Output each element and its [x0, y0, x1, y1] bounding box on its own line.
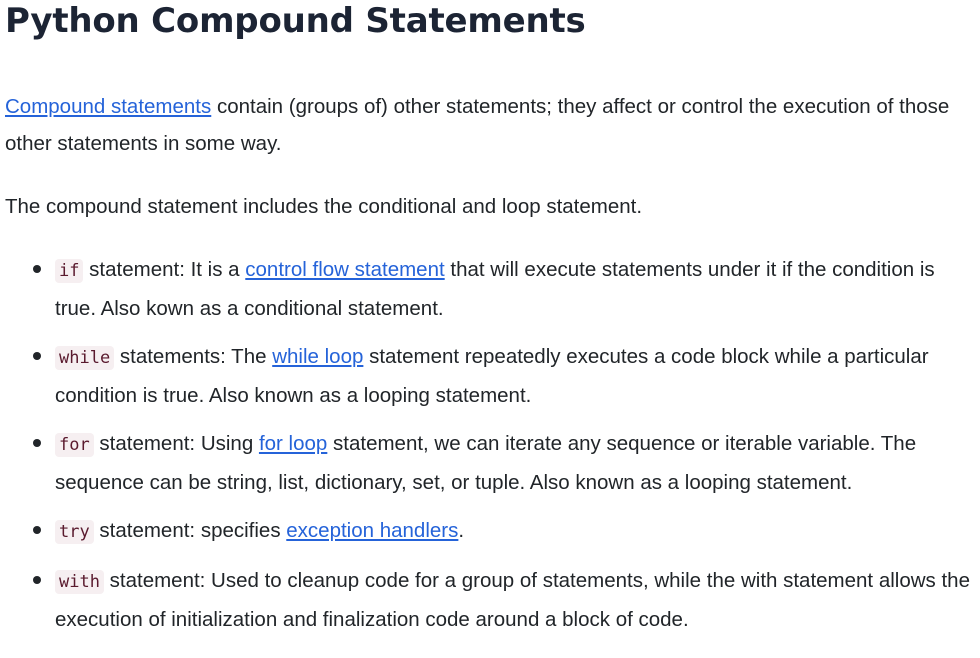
bullet-icon	[33, 576, 41, 584]
list-item-with	[55, 562, 980, 638]
bullet-icon	[33, 352, 41, 360]
item-text-before: statements: The	[114, 345, 273, 368]
summary-paragraph: The compound statement includes the conditional and loop statement.	[5, 195, 643, 218]
exception-handlers-link[interactable]: exception handlers	[286, 519, 459, 542]
code-with: with	[55, 570, 104, 594]
code-for: for	[55, 433, 94, 457]
bullet-icon	[33, 439, 41, 447]
page-title: Python Compound Statements	[5, 1, 586, 41]
item-text-after: statement, we can iterate any sequence or iterable variable. The sequence can be string, list, dictionary, set, or tuple. Also known as a looping statement.	[55, 432, 917, 494]
bullet-icon	[33, 526, 41, 534]
item-text-before: statement: Used to cleanup code for a group of statements, while the with statement allows the execution of initialization and finalization code around a block of code.	[55, 569, 970, 631]
item-text-before: statement: Using	[93, 432, 259, 455]
code-if: if	[55, 259, 83, 283]
statement-list	[5, 251, 980, 638]
for-loop-link[interactable]: for loop	[258, 432, 328, 455]
item-text-before: statement: It is a	[83, 258, 246, 281]
while-loop-link[interactable]: while loop	[272, 345, 364, 368]
list-item-try	[55, 512, 980, 551]
code-try: try	[55, 520, 94, 544]
control-flow-statement-link[interactable]: control flow statement	[245, 258, 445, 281]
item-text-after: statement repeatedly executes a code block while a particular condition is true. Also known as a looping statement.	[55, 345, 929, 407]
list-item-while	[55, 338, 980, 414]
item-text-after: that will execute statements under it if the condition is true. Also kown as a conditional statement.	[55, 258, 935, 320]
code-while: while	[55, 346, 114, 370]
bullet-icon	[33, 265, 41, 273]
intro-text: contain (groups of) other statements; they affect or control the execution of those other statements in some way.	[5, 95, 950, 155]
list-item-for	[55, 425, 980, 501]
list-item-if	[55, 251, 980, 327]
intro-paragraph	[5, 88, 980, 162]
item-text-after: .	[458, 519, 465, 542]
item-text-before: statement: specifies	[93, 519, 287, 542]
compound-statements-link[interactable]: Compound statements	[5, 95, 212, 118]
